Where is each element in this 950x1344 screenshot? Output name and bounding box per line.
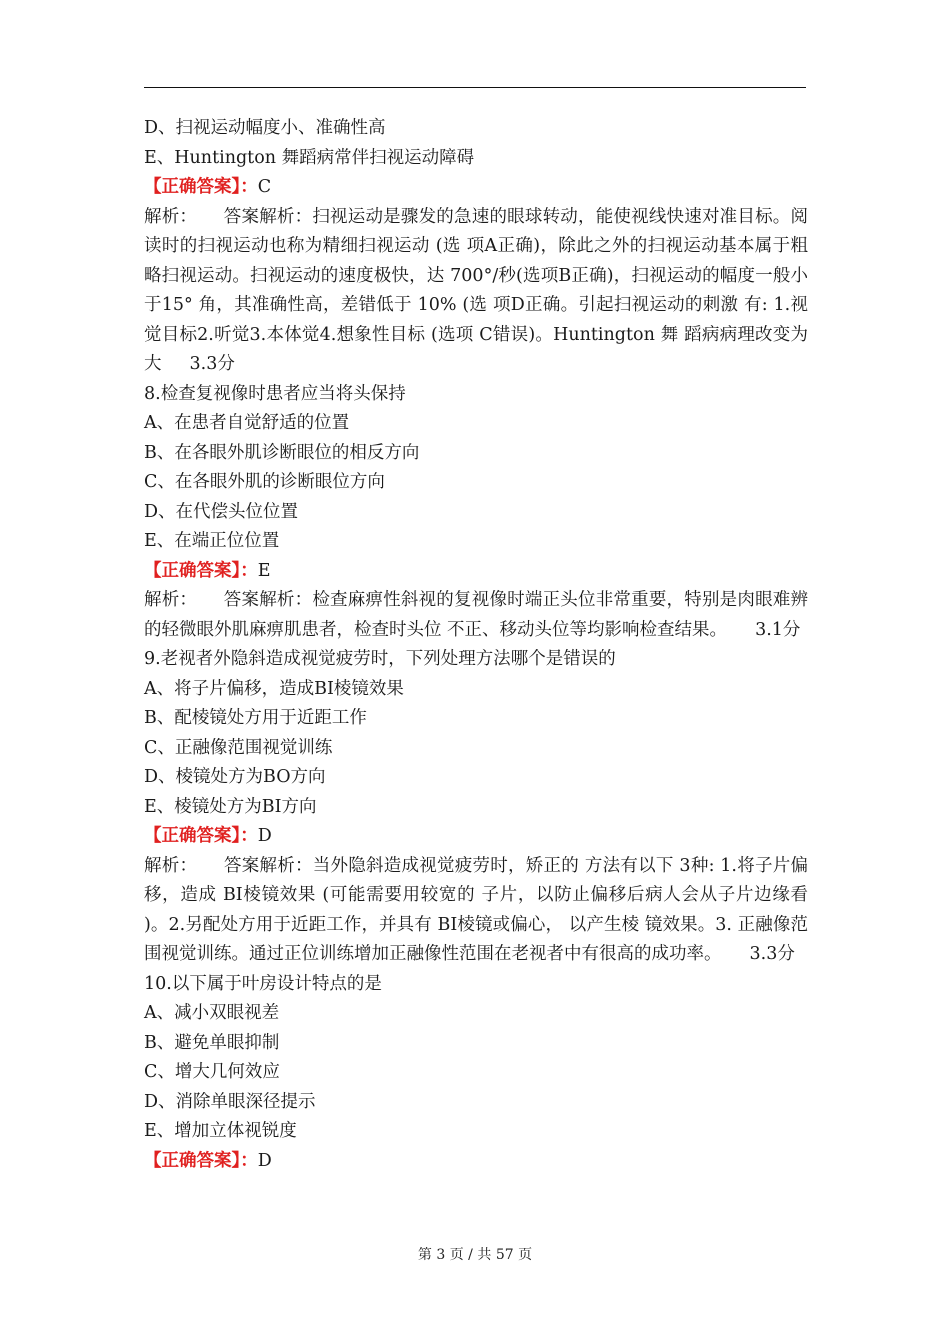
answer-sep: ： [240,826,258,846]
answer-value: C [257,177,272,197]
q9-analysis-paragraph [144,852,808,970]
score: 3.3分 [749,944,795,964]
answer-line [144,173,808,203]
q10-option-c: C、增大几何效应 [144,1062,280,1082]
document-body [144,114,808,1176]
q8-option-e: E、在端正位位置 [144,531,280,551]
answer-value: D [257,1150,272,1171]
analysis-text: 解析： 答案解析：当外隐斜造成视觉疲劳时，矫正的 方法有以下 3种: 1.将子片偏移，造成 BI棱镜效果 (可能需要用较宽的 子片，以防止偏移后病人会从子片边缘看 )。2.另配处方用于近距工作，并具有 BI棱镜或偏心， 以产生棱 镜效果。3. 正融像范围视觉训练。通过正位训练增加正融像性范围在老视者中有很高的成功率。 [144,855,808,964]
q9-answer-line [144,822,808,852]
q8-option-b: B、在各眼外肌诊断眼位的相反方向 [144,442,420,463]
answer-sep: ： [240,1150,258,1171]
answer-sep: ： [240,177,258,197]
q8-option-a: A、在患者自觉舒适的位置 [144,413,350,433]
q9-option-e: E、棱镜处方为BI方向 [144,796,317,817]
option-d: D、扫视运动幅度小、准确性高 [144,118,386,138]
answer-label: 【正确答案】 [144,560,241,581]
page-footer [0,1244,950,1264]
analysis-text: 解析： 答案解析：检查麻痹性斜视的复视像时端正头位非常重要，特别是肉眼难辨的轻微眼外肌麻痹肌患者，检查时头位 不正、移动头位等均影响检查结果。 [144,590,808,640]
header-rule [144,87,806,88]
page-prefix: 第 [417,1247,432,1263]
q9-option-b: B、配棱镜处方用于近距工作 [144,708,367,728]
page-total: 57 [495,1247,514,1263]
option-e: E、Huntington 舞蹈病常伴扫视运动障碍 [144,147,475,168]
answer-label: 【正确答案】 [144,826,241,846]
score: 3.3分 [189,354,235,374]
q10-option-e: E、增加立体视锐度 [144,1121,297,1141]
q8-answer-line [144,557,808,587]
page-current: 3 [436,1247,446,1263]
answer-sep: ： [240,560,258,581]
question-8: 8.检查复视像时患者应当将头保持 [144,383,406,404]
page-suffix: 页 [518,1247,533,1263]
answer-value: D [257,826,272,846]
q9-option-c: C、正融像范围视觉训练 [144,737,333,758]
q10-option-b: B、避免单眼抑制 [144,1032,280,1053]
question-10: 10.以下属于叶房设计特点的是 [144,973,382,994]
analysis-paragraph [144,203,808,380]
q9-option-a: A、将子片偏移，造成BI棱镜效果 [144,678,404,699]
q8-analysis-paragraph [144,586,808,645]
answer-label: 【正确答案】 [144,177,241,197]
q10-option-a: A、减小双眼视差 [144,1003,280,1023]
q8-option-d: D、在代偿头位位置 [144,501,299,522]
answer-value: E [257,560,271,581]
analysis-text: 解析： 答案解析：扫视运动是骤发的急速的眼球转动，能使视线快速对准目标。阅读时的扫视运动也称为精细扫视运动 (选 项A正确)，除此之外的扫视运动基本属于粗略扫视运动。扫视运动的速度极快，达 700°/秒(选项B正确)，扫视运动的幅度一般小 于15° 角，其准确性高，差错低于 10% (选 项D正确。引起扫视运动的刺激 有: 1.视觉目标2.听觉3.本体觉4.想象性目标 (选项 C错误)。Huntington 舞 蹈病病理改变为大 [144,206,808,374]
q10-answer-line [144,1147,808,1177]
q9-option-d: D、棱镜处方为BO方向 [144,767,326,787]
page-mid: 页 / 共 [449,1247,492,1263]
answer-label: 【正确答案】 [144,1150,241,1171]
score: 3.1分 [755,619,801,640]
question-9: 9.老视者外隐斜造成视觉疲劳时，下列处理方法哪个是错误的 [144,649,616,669]
q10-option-d: D、消除单眼深径提示 [144,1091,316,1112]
q8-option-c: C、在各眼外肌的诊断眼位方向 [144,472,385,492]
